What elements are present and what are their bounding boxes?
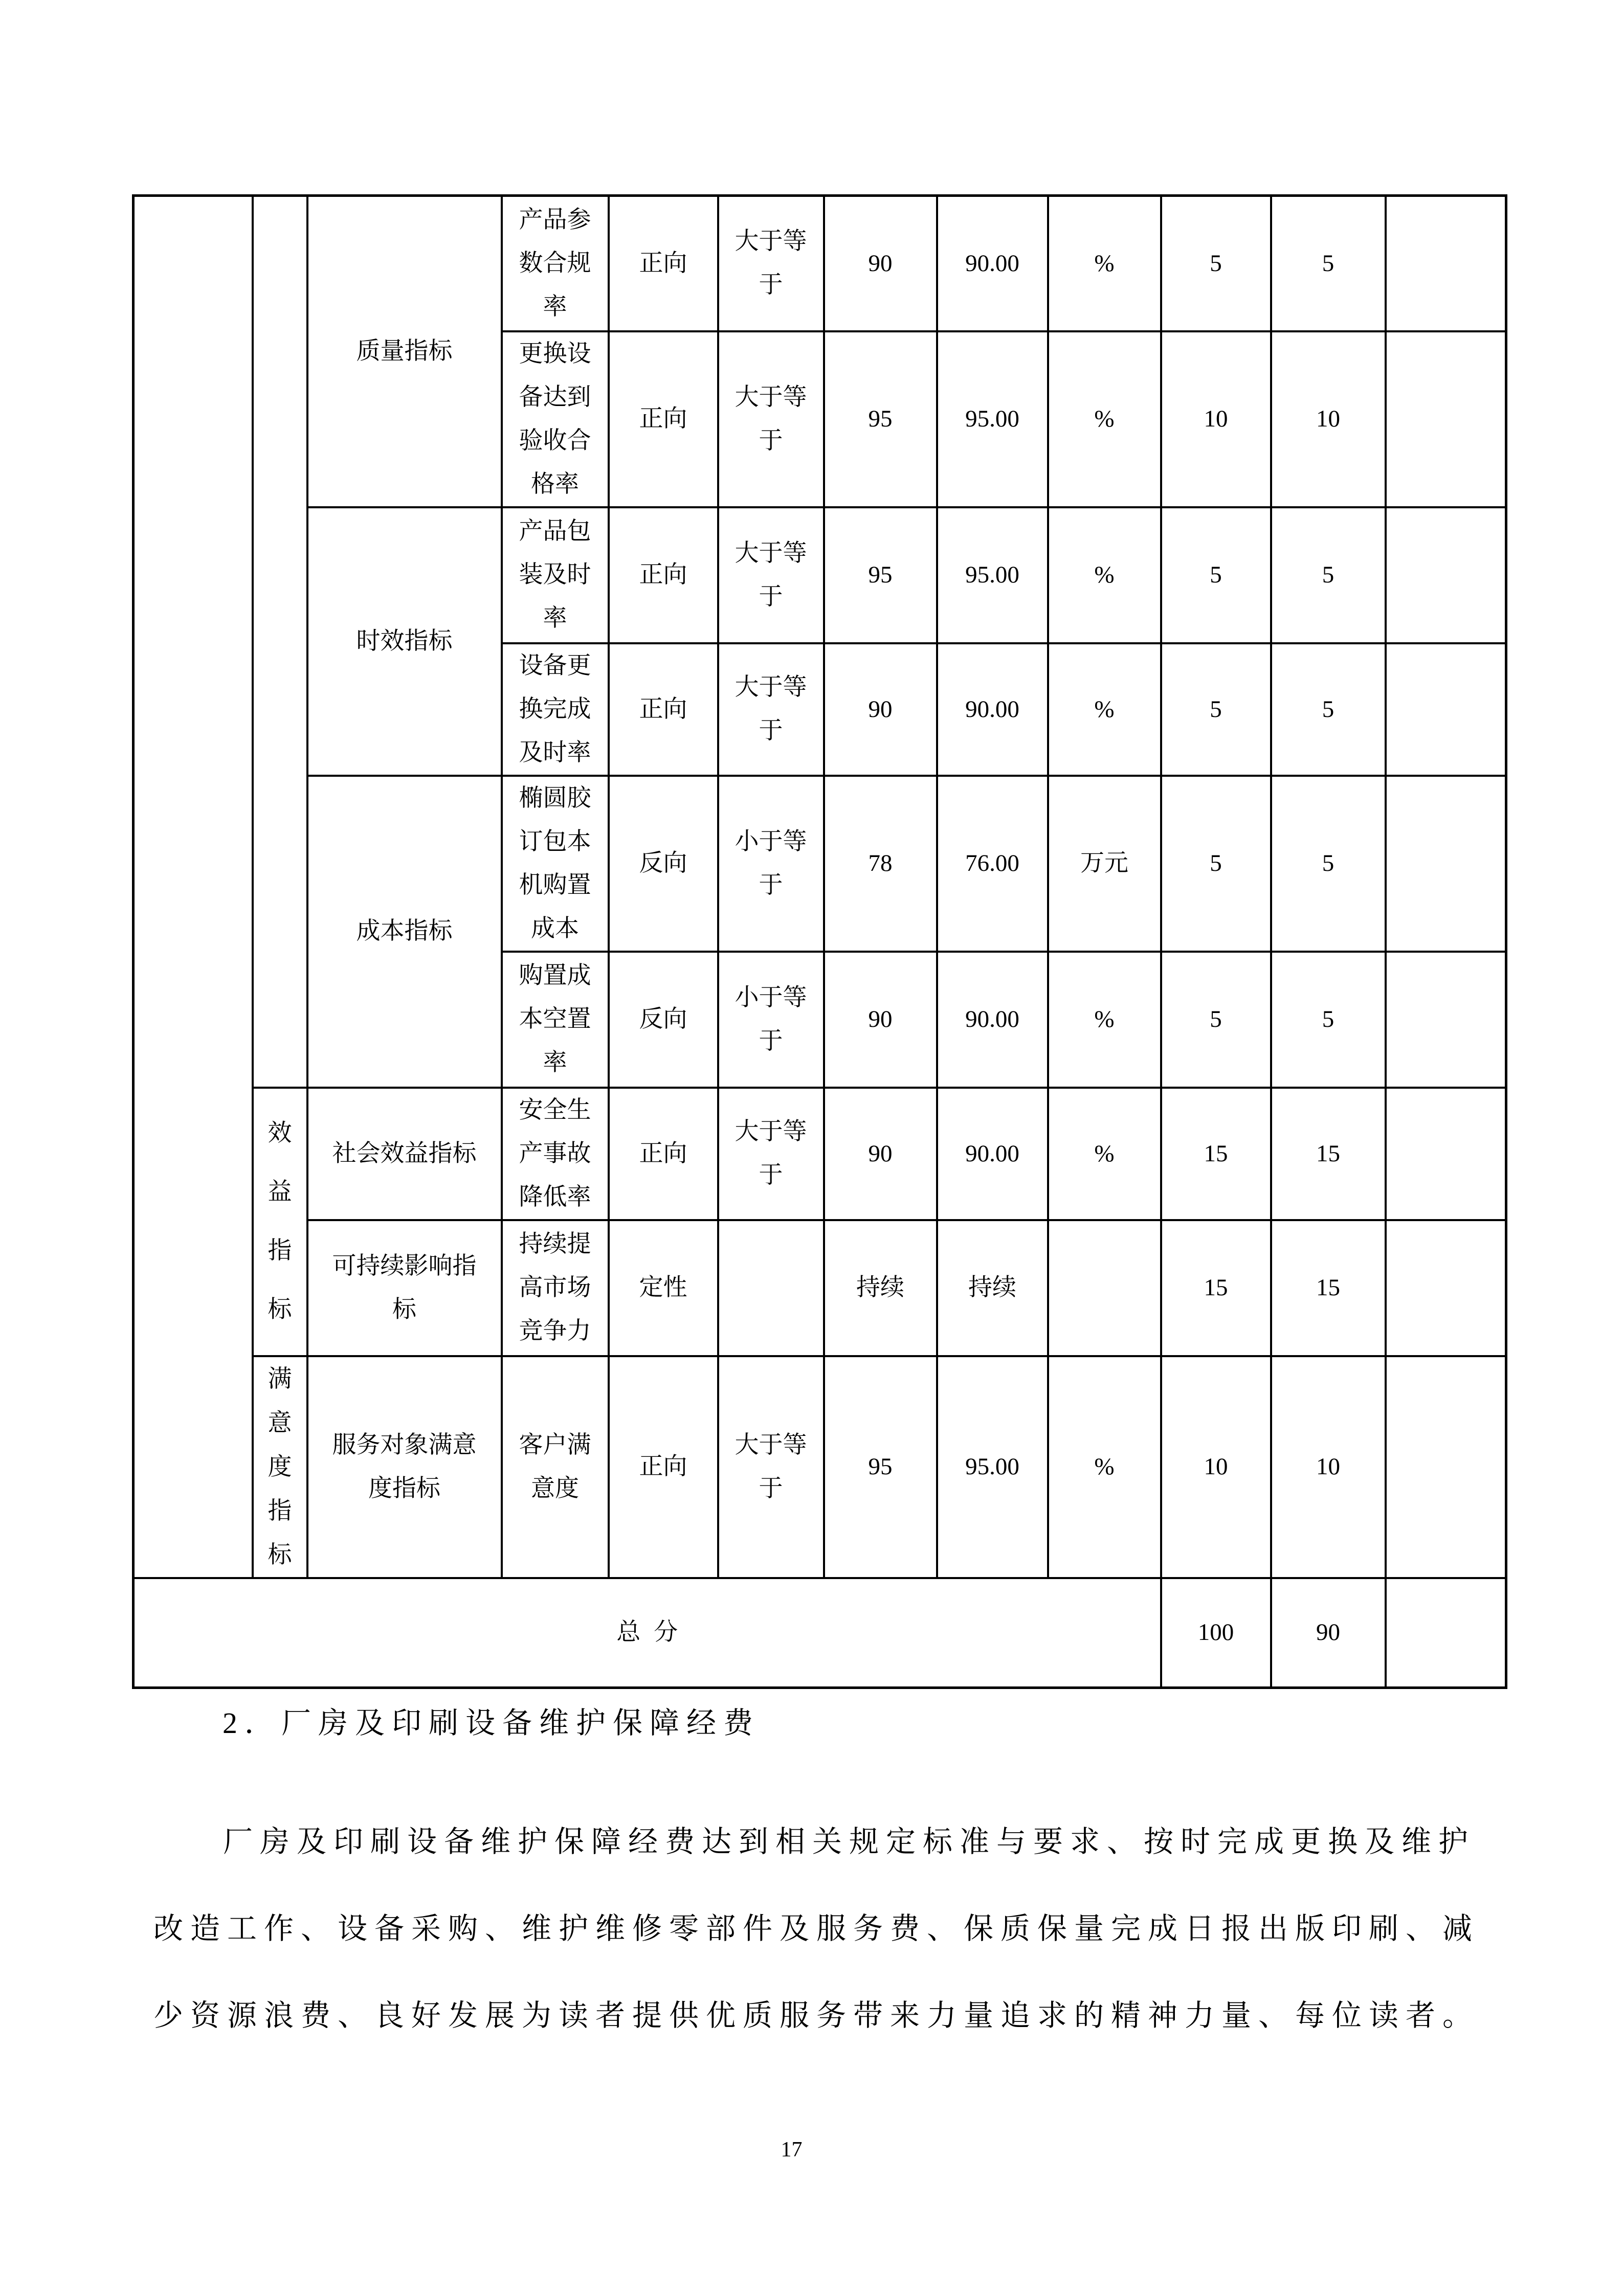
unit: % <box>1048 1088 1161 1220</box>
note-cell <box>1386 1220 1506 1356</box>
total-row <box>134 1578 1506 1688</box>
result-score: 10 <box>1271 331 1386 507</box>
indicator-nature: 正向 <box>609 1356 718 1578</box>
note-cell <box>1386 643 1506 776</box>
result-score: 5 <box>1271 643 1386 776</box>
unit: % <box>1048 507 1161 643</box>
score: 5 <box>1161 776 1271 952</box>
note-cell <box>1386 507 1506 643</box>
comparator: 大于等于 <box>718 1356 824 1578</box>
indicator-name: 椭圆胶订包本机购置成本 <box>502 776 609 952</box>
indicator-value: 90 <box>824 196 937 331</box>
score: 5 <box>1161 507 1271 643</box>
note-cell <box>1386 776 1506 952</box>
comparator: 大于等于 <box>718 643 824 776</box>
indicator-nature: 正向 <box>609 507 718 643</box>
note-cell <box>1386 196 1506 331</box>
body-paragraph <box>153 1798 1504 2059</box>
indicator-nature: 正向 <box>609 643 718 776</box>
score: 5 <box>1161 952 1271 1088</box>
target-value: 90.00 <box>937 643 1048 776</box>
result-score: 10 <box>1271 1356 1386 1578</box>
target-value: 95.00 <box>937 331 1048 507</box>
table-row <box>134 507 1506 643</box>
comparator: 大于等于 <box>718 1088 824 1220</box>
indicator-value: 78 <box>824 776 937 952</box>
indicator-nature: 反向 <box>609 776 718 952</box>
category-timeliness: 时效指标 <box>307 507 502 776</box>
note-cell <box>1386 331 1506 507</box>
result-score: 15 <box>1271 1220 1386 1356</box>
comparator: 小于等于 <box>718 776 824 952</box>
score: 15 <box>1161 1088 1271 1220</box>
indicator-name: 产品参数合规率 <box>502 196 609 331</box>
score: 5 <box>1161 643 1271 776</box>
comparator: 大于等于 <box>718 331 824 507</box>
total-result: 90 <box>1271 1578 1386 1688</box>
target-value: 90.00 <box>937 1088 1048 1220</box>
indicator-value: 90 <box>824 643 937 776</box>
result-score: 5 <box>1271 196 1386 331</box>
result-score: 5 <box>1271 952 1386 1088</box>
group-benefit-label <box>253 1088 307 1356</box>
note-cell <box>1386 952 1506 1088</box>
unit <box>1048 1220 1161 1356</box>
unit: % <box>1048 331 1161 507</box>
target-value: 95.00 <box>937 1356 1048 1578</box>
target-value: 95.00 <box>937 507 1048 643</box>
result-score: 5 <box>1271 776 1386 952</box>
paragraph-line: 改造工作、设备采购、维护维修零部件及服务费、保质保量完成日报出版印刷、减 <box>153 1912 1480 1945</box>
score: 15 <box>1161 1220 1271 1356</box>
table-row <box>134 1088 1506 1220</box>
level1-category-cell <box>134 196 253 1578</box>
unit: % <box>1048 1356 1161 1578</box>
target-value: 76.00 <box>937 776 1048 952</box>
indicator-name: 安全生产事故降低率 <box>502 1088 609 1220</box>
indicator-value: 持续 <box>824 1220 937 1356</box>
comparator: 大于等于 <box>718 196 824 331</box>
level2-spacer-cell <box>253 196 307 1088</box>
indicator-nature: 正向 <box>609 1088 718 1220</box>
score: 10 <box>1161 331 1271 507</box>
indicator-name: 产品包装及时率 <box>502 507 609 643</box>
indicator-name: 持续提高市场竞争力 <box>502 1220 609 1356</box>
note-cell <box>1386 1578 1506 1688</box>
table-row <box>134 776 1506 952</box>
target-value: 持续 <box>937 1220 1048 1356</box>
benefit-vertical-text: 效益指标 <box>268 1120 292 1323</box>
category-social-benefit: 社会效益指标 <box>307 1088 502 1220</box>
section-heading: 2．厂房及印刷设备维护保障经费 <box>223 1706 761 1740</box>
indicator-value: 95 <box>824 1356 937 1578</box>
category-cost: 成本指标 <box>307 776 502 1088</box>
indicator-nature: 反向 <box>609 952 718 1088</box>
category-sustainable: 可持续影响指标 <box>307 1220 502 1356</box>
category-service-satisfaction: 服务对象满意度指标 <box>307 1356 502 1578</box>
total-score: 100 <box>1161 1578 1271 1688</box>
performance-indicator-table <box>132 194 1507 1689</box>
indicator-name: 购置成本空置率 <box>502 952 609 1088</box>
unit: % <box>1048 196 1161 331</box>
unit: % <box>1048 643 1161 776</box>
page-number: 17 <box>781 2138 803 2162</box>
category-quality: 质量指标 <box>307 196 502 507</box>
paragraph-line: 少资源浪费、良好发展为读者提供优质服务带来力量追求的精神力量、每位读者。 <box>153 1999 1480 2032</box>
note-cell <box>1386 1088 1506 1220</box>
table-row <box>134 1220 1506 1356</box>
table-row <box>134 196 1506 331</box>
indicator-value: 95 <box>824 331 937 507</box>
indicator-nature: 正向 <box>609 196 718 331</box>
target-value: 90.00 <box>937 196 1048 331</box>
comparator: 大于等于 <box>718 507 824 643</box>
indicator-name: 更换设备达到验收合格率 <box>502 331 609 507</box>
indicator-name: 客户满意度 <box>502 1356 609 1578</box>
note-cell <box>1386 1356 1506 1578</box>
result-score: 5 <box>1271 507 1386 643</box>
unit: 万元 <box>1048 776 1161 952</box>
paragraph-line: 厂房及印刷设备维护保障经费达到相关规定标准与要求、按时完成更换及维护 <box>223 1825 1476 1858</box>
target-value: 90.00 <box>937 952 1048 1088</box>
score: 5 <box>1161 196 1271 331</box>
comparator: 小于等于 <box>718 952 824 1088</box>
indicator-nature: 定性 <box>609 1220 718 1356</box>
indicator-name: 设备更换完成及时率 <box>502 643 609 776</box>
unit: % <box>1048 952 1161 1088</box>
result-score: 15 <box>1271 1088 1386 1220</box>
indicator-nature: 正向 <box>609 331 718 507</box>
satisfaction-vertical-text: 满意度指标 <box>268 1365 292 1568</box>
score: 10 <box>1161 1356 1271 1578</box>
table-row <box>134 1356 1506 1578</box>
indicator-value: 90 <box>824 1088 937 1220</box>
total-label: 总分 <box>134 1578 1161 1688</box>
indicator-value: 90 <box>824 952 937 1088</box>
comparator <box>718 1220 824 1356</box>
group-satisfaction-label <box>253 1356 307 1578</box>
indicator-value: 95 <box>824 507 937 643</box>
